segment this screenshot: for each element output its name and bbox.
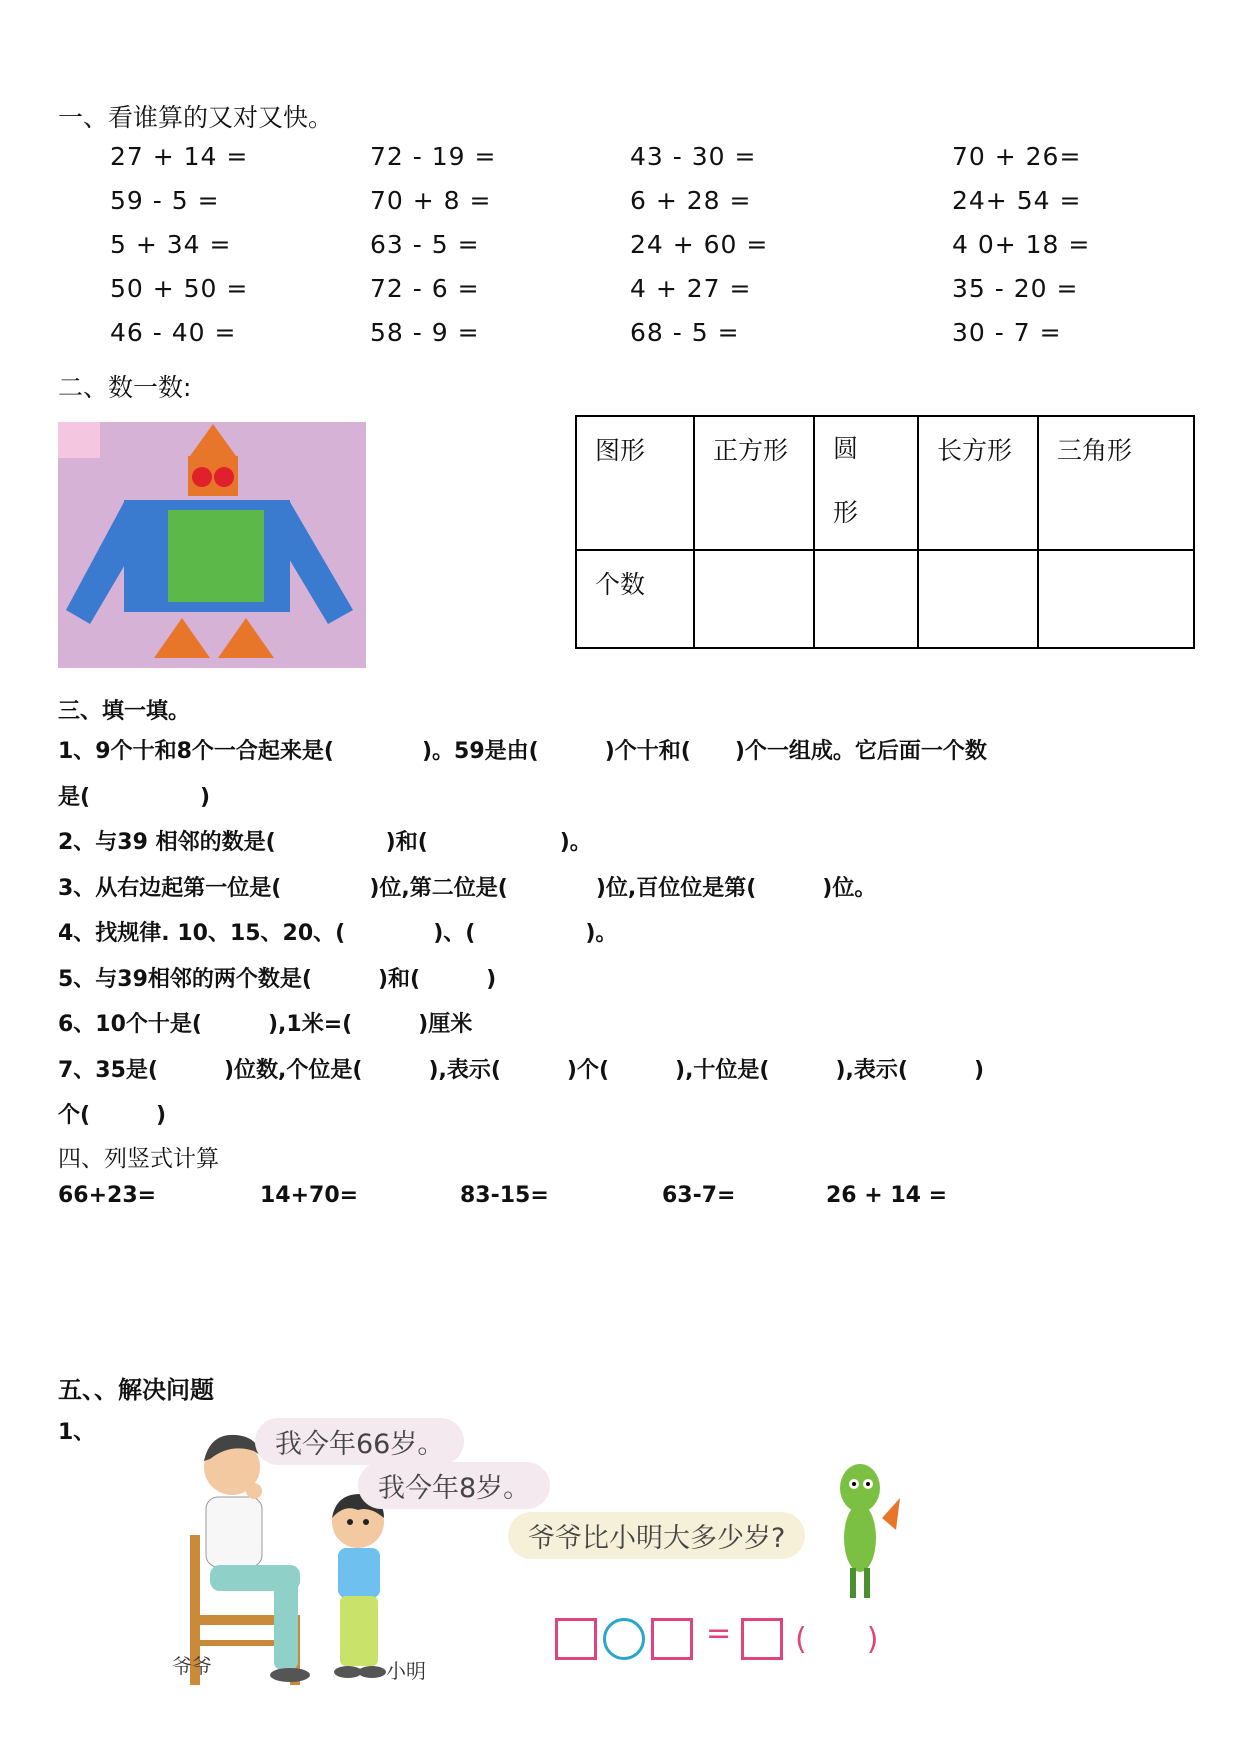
shape-count-table	[575, 415, 1195, 649]
corner-square	[58, 422, 100, 458]
robot-shapes-picture	[58, 422, 366, 668]
arithmetic-item: 24 + 60 =	[630, 230, 769, 259]
fill-in-line: 是( )	[58, 784, 211, 810]
section-2-title: 二、数一数:	[58, 373, 192, 402]
arithmetic-item: 46 - 40 =	[110, 318, 237, 347]
fill-in-line: 7、35是( )位数,个位是( ),表示( )个( ),十位是( ),表示( )	[58, 1057, 985, 1083]
arithmetic-item: 59 - 5 =	[110, 186, 220, 215]
section-4-title: 四、列竖式计算	[58, 1146, 219, 1172]
arithmetic-item: 4 0+ 18 =	[952, 230, 1091, 259]
section-1-title: 一、看谁算的又对又快。	[58, 103, 334, 132]
body-square	[168, 510, 264, 602]
count-cell-circle[interactable]	[814, 550, 918, 648]
arithmetic-item: 35 - 20 =	[952, 274, 1079, 303]
arithmetic-item: 68 - 5 =	[630, 318, 740, 347]
count-cell-triangle[interactable]	[1038, 550, 1194, 648]
problem-number: 1、	[58, 1420, 96, 1445]
row-label-count: 个数	[576, 550, 694, 648]
arithmetic-item: 63 - 5 =	[370, 230, 480, 259]
vertical-calc-item: 66+23=	[58, 1183, 157, 1208]
header-square: 正方形	[694, 416, 814, 550]
question-bubble: 爷爷比小明大多少岁?	[508, 1512, 805, 1559]
arithmetic-item: 72 - 6 =	[370, 274, 480, 303]
count-cell-rectangle[interactable]	[918, 550, 1038, 648]
left-eye-circle	[192, 467, 212, 487]
arithmetic-item: 50 + 50 =	[110, 274, 249, 303]
arithmetic-item: 5 + 34 =	[110, 230, 232, 259]
fill-in-line: 3、从右边起第一位是( )位,第二位是( )位,百位位是第( )位。	[58, 875, 877, 901]
arithmetic-item: 72 - 19 =	[370, 142, 497, 171]
boy-speech-bubble: 我今年8岁。	[358, 1462, 550, 1509]
answer-box-1[interactable]	[555, 1618, 597, 1660]
vertical-calc-item: 63-7=	[662, 1183, 736, 1208]
arithmetic-item: 30 - 7 =	[952, 318, 1062, 347]
arithmetic-item: 24+ 54 =	[952, 186, 1082, 215]
boy-label: 小明	[386, 1659, 426, 1683]
fill-in-line: 4、找规律. 10、15、20、( )、( )。	[58, 921, 618, 946]
vertical-calc-item: 14+70=	[260, 1183, 359, 1208]
operator-circle[interactable]	[603, 1618, 645, 1660]
fill-in-line: 2、与39 相邻的数是( )和( )。	[58, 830, 592, 855]
header-circle-text: 圆 形	[833, 434, 859, 527]
fill-in-line: 6、10个十是( ),1米=( )厘米	[58, 1012, 473, 1037]
section-5-title: 五、、解决问题	[58, 1376, 214, 1404]
equals-sign: =	[706, 1616, 732, 1651]
fill-in-line: 5、与39相邻的两个数是( )和( )	[58, 966, 497, 992]
grandpa-label: 爷爷	[172, 1654, 212, 1678]
section-3-title: 三、填一填。	[58, 699, 191, 724]
arithmetic-item: 58 - 9 =	[370, 318, 480, 347]
arithmetic-item: 4 + 27 =	[630, 274, 752, 303]
header-shape: 图形	[576, 416, 694, 550]
count-cell-square[interactable]	[694, 550, 814, 648]
unit-paren[interactable]: ( )	[795, 1622, 879, 1657]
fill-in-line: 1、9个十和8个一合起来是( )。59是由( )个十和( )个一组成。它后面一个数	[58, 739, 987, 764]
arithmetic-item: 70 + 26=	[952, 142, 1082, 171]
header-rectangle: 长方形	[918, 416, 1038, 550]
header-circle	[814, 416, 918, 550]
vertical-calc-item: 83-15=	[460, 1183, 549, 1208]
arithmetic-item: 43 - 30 =	[630, 142, 757, 171]
fill-in-line: 个( )	[58, 1103, 167, 1128]
answer-box-2[interactable]	[651, 1618, 693, 1660]
pea-character-illustration	[820, 1458, 910, 1608]
grandpa-speech-bubble: 我今年66岁。	[255, 1418, 464, 1465]
answer-box-result[interactable]	[741, 1618, 783, 1660]
header-triangle: 三角形	[1038, 416, 1194, 550]
arithmetic-item: 70 + 8 =	[370, 186, 492, 215]
arithmetic-item: 6 + 28 =	[630, 186, 752, 215]
right-eye-circle	[214, 467, 234, 487]
arithmetic-item: 27 + 14 =	[110, 142, 249, 171]
vertical-calc-item: 26 + 14 =	[826, 1183, 948, 1208]
